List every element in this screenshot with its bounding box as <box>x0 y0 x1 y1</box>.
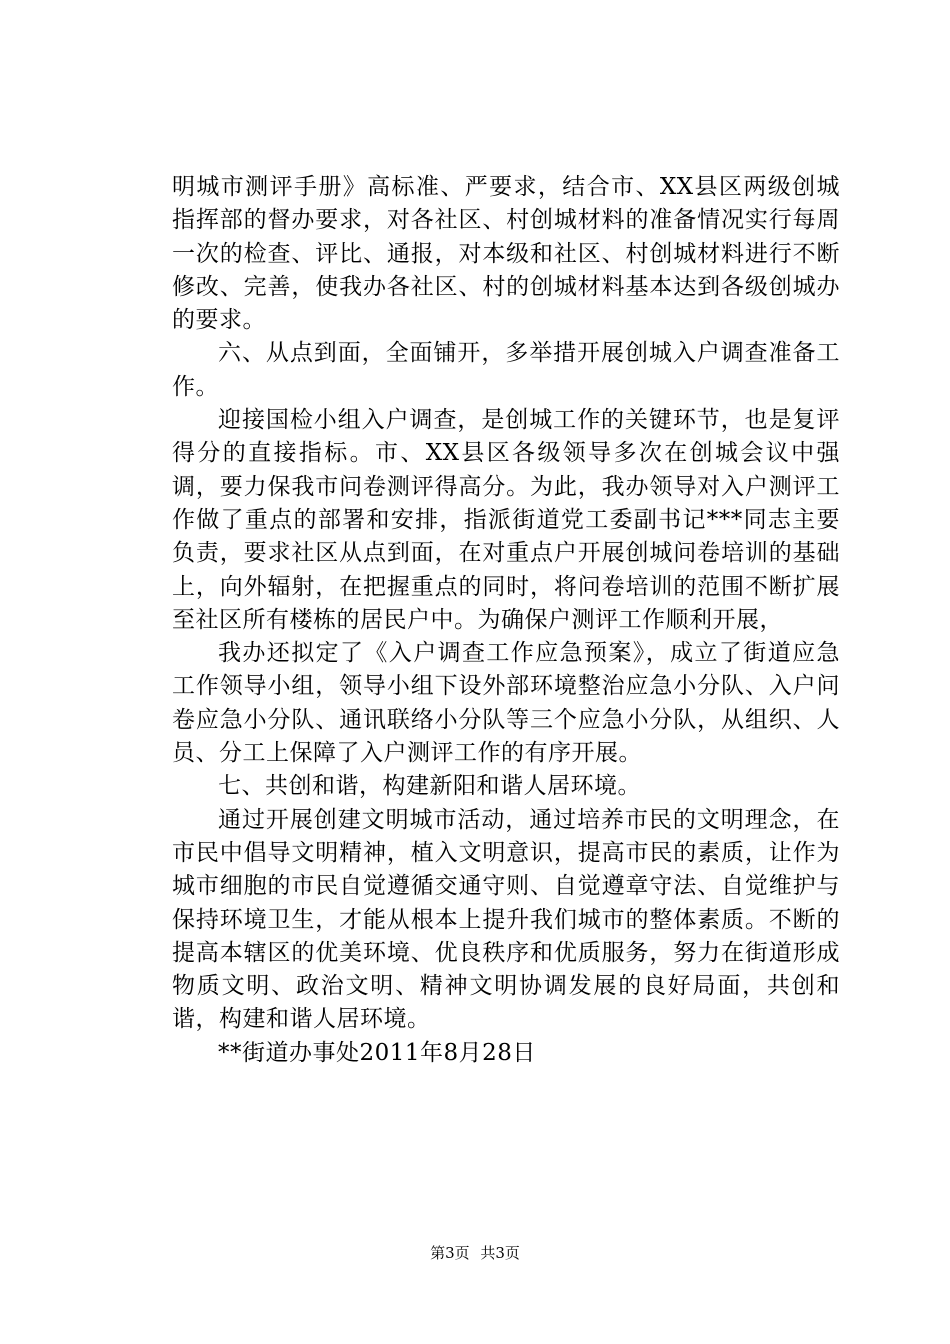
page-number: 第3页 <box>430 1244 470 1262</box>
page-footer <box>0 1243 950 1263</box>
paragraph-civilization: 通过开展创建文明城市活动，通过培养市民的文明理念，在市民中倡导文明精神，植入文明意识，提高市民的素质，让作为城市细胞的市民自觉遵循交通守则、自觉遵章守法、自觉维护与保持环境卫生，才能从根本上提升我们城市的整体素质。不断的提高本辖区的优美环境、优良秩序和优质服务，努力在街道形成物质文明、政治文明、精神文明协调发展的良好局面，共创和谐，构建和谐人居环境。 <box>172 806 840 1033</box>
document-body <box>172 171 840 1070</box>
signature-line: **街道办事处2011年8月28日 <box>218 1039 536 1066</box>
paragraph-continuation: 明城市测评手册》高标准、严要求，结合市、XX县区两级创城指挥部的督办要求，对各社区、村创城材料的准备情况实行每周一次的检查、评比、通报，对本级和社区、村创城材料进行不断修改、完善，使我办各社区、村的创城材料基本达到各级创城办的要求。 <box>172 174 840 334</box>
page-total: 共3页 <box>480 1244 520 1262</box>
paragraph-survey: 迎接国检小组入户调查，是创城工作的关键环节，也是复评得分的直接指标。市、XX县区各级领导多次在创城会议中强调，要力保我市问卷测评得高分。为此，我办领导对入户测评工作做了重点的部署和安排，指派街道党工委副书记***同志主要负责，要求社区从点到面，在对重点户开展创城问卷培训的基础上，向外辐射，在把握重点的同时，将问卷培训的范围不断扩展至社区所有楼栋的居民户中。为确保户测评工作顺利开展， <box>172 407 840 633</box>
section-heading-seven: 七、共创和谐，构建新阳和谐人居环境。 <box>218 773 641 800</box>
paragraph-emergency-plan: 我办还拟定了《入户调查工作应急预案》，成立了街道应急工作领导小组，领导小组下设外部环境整治应急小分队、入户问卷应急小分队、通讯联络小分队等三个应急小分队，从组织、人员、分工上保障了入户测评工作的有序开展。 <box>172 640 840 767</box>
section-heading-six: 六、从点到面，全面铺开，多举措开展创城入户调查准备工作。 <box>172 340 840 400</box>
